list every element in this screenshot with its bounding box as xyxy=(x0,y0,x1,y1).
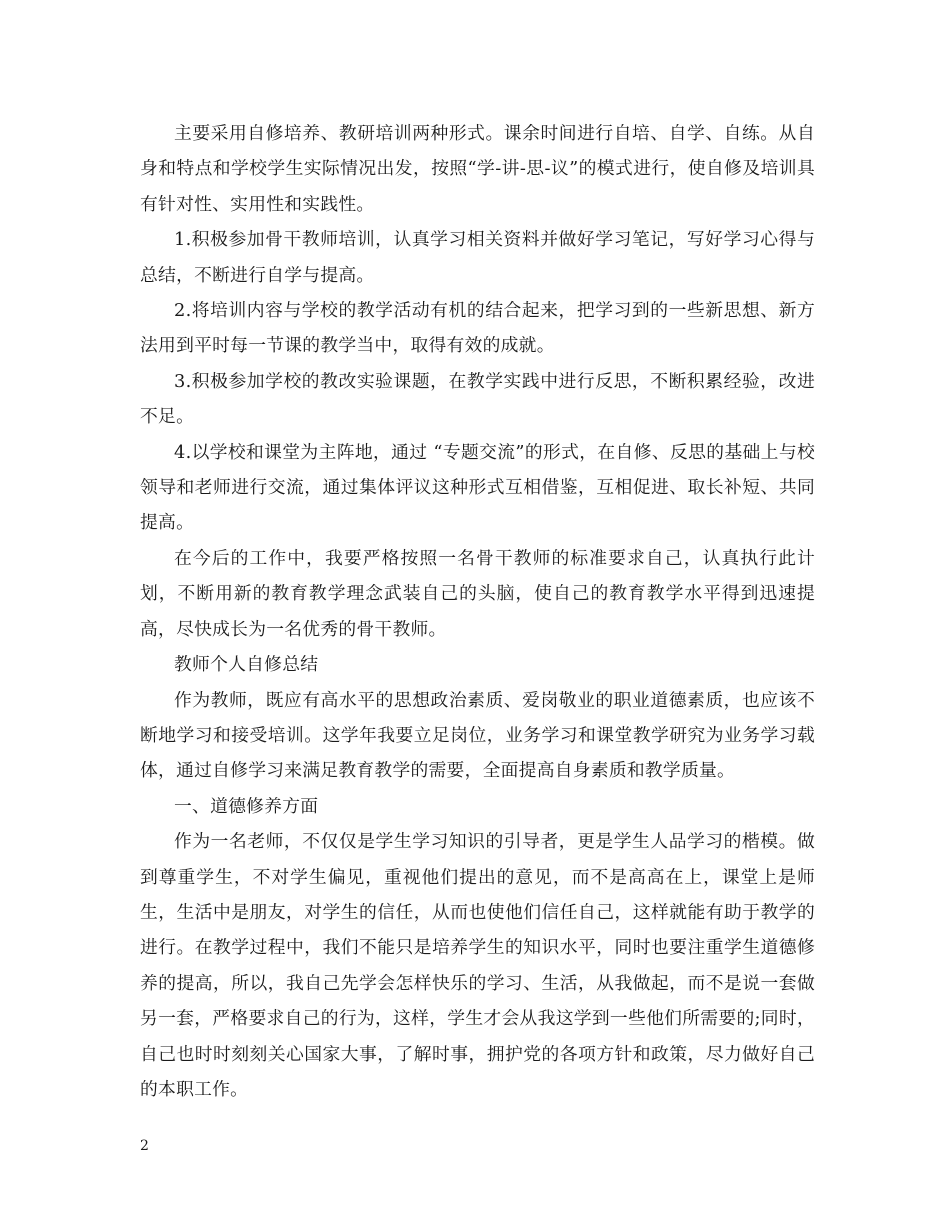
page-number: 2 xyxy=(140,1138,149,1154)
paragraph-item-2: 2.将培训内容与学校的教学活动有机的结合起来，把学习到的一些新思想、新方法用到平时每一节课的教学当中，取得有效的成就。 xyxy=(140,300,815,357)
paragraph-item-4: 4.以学校和课堂为主阵地，通过 “专题交流”的形式，在自修、反思的基础上与校领导和老师进行交流，通过集体评议这种形式互相借鉴，互相促进、取长补短、共同提高。 xyxy=(140,441,815,534)
document-body xyxy=(140,116,815,1107)
paragraph-summary-intro: 作为教师，既应有高水平的思想政治素质、爱岗敬业的职业道德素质，也应该不断地学习和接受培训。这学年我要立足岗位，业务学习和课堂教学研究为业务学习载体，通过自修学习来满足教育教学的需要，全面提高自身素质和教学质量。 xyxy=(140,689,815,782)
section-heading: 教师个人自修总结 xyxy=(174,654,319,676)
subsection-heading: 一、道德修养方面 xyxy=(174,795,319,817)
paragraph-item-3: 3.积极参加学校的教改实验课题，在教学实践中进行反思，不断积累经验，改进不足。 xyxy=(140,370,815,428)
paragraph-intro: 主要采用自修培养、教研培训两种形式。课余时间进行自培、自学、自练。从自身和特点和学校学生实际情况出发，按照“学-讲-思-议”的模式进行，使自修及培训具有针对性、实用性和实践性。 xyxy=(140,123,815,215)
paragraph-moral-cultivation: 作为一名老师，不仅仅是学生学习知识的引导者，更是学生人品学习的楷模。做到尊重学生，不对学生偏见，重视他们提出的意见，而不是高高在上，课堂上是师生，生活中是朋友，对学生的信任，从而也使他们信任自己，这样就能有助于教学的进行。在教学过程中，我们不能只是培养学生的知识水平，同时也要注重学生道德修养的提高，所以，我自己先学会怎样快乐的学习、生活，从我做起，而不是说一套做另一套，严格要求自己的行为，这样，学生才会从我这学到一些他们所需要的;同时，自己也时时刻刻关心国家大事，了解时事，拥护党的各项方针和政策，尽力做好自己的本职工作。 xyxy=(140,831,815,1100)
paragraph-conclusion: 在今后的工作中，我要严格按照一名骨干教师的标准要求自己，认真执行此计划，不断用新的教育教学理念武装自己的头脑，使自己的教育教学水平得到迅速提高，尽快成长为一名优秀的骨干教师。 xyxy=(140,547,815,640)
paragraph-item-1: 1.积极参加骨干教师培训，认真学习相关资料并做好学习笔记，写好学习心得与总结，不断进行自学与提高。 xyxy=(140,229,815,286)
